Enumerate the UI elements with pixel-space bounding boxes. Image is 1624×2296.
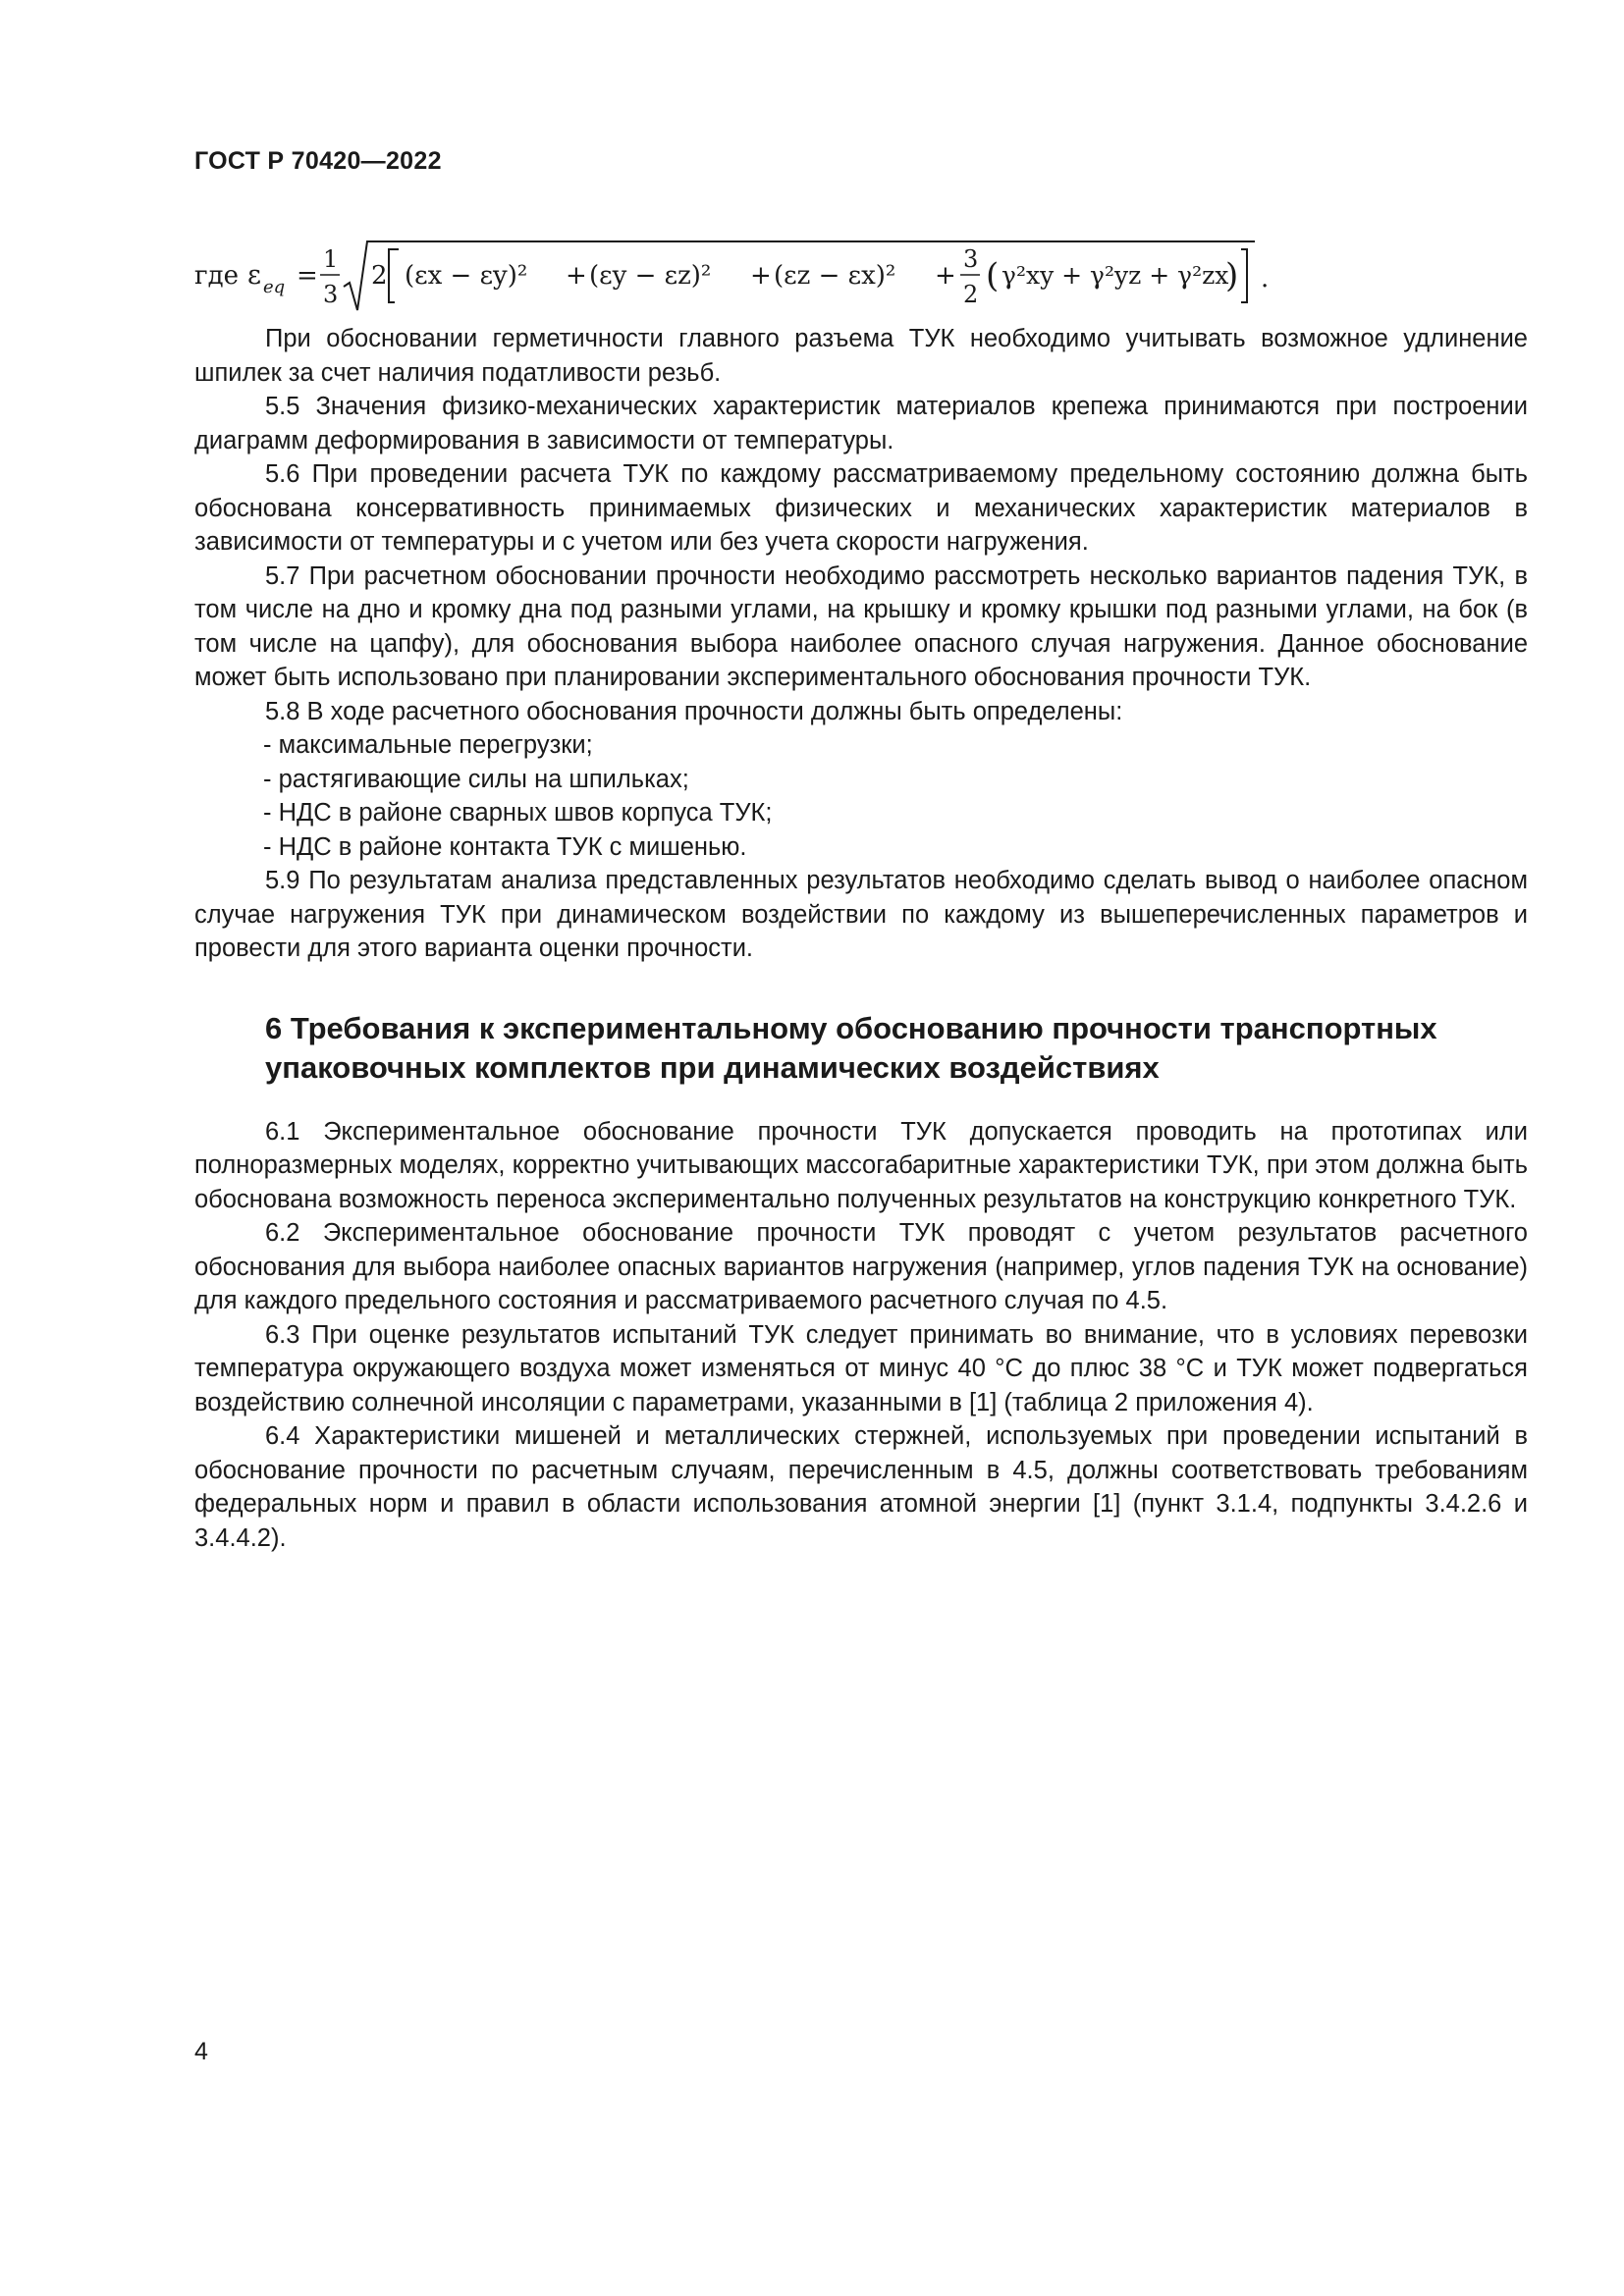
formula-shear-coef-num: 3: [963, 245, 979, 273]
formula-inner-factor: 2: [371, 261, 388, 291]
formula-coef-num: 1: [323, 245, 339, 273]
svg-text:(: (: [986, 256, 1000, 295]
document-body: [194, 322, 1528, 1555]
formula-bracket-left: [389, 249, 399, 302]
section-6-title: 6 Требования к экспериментальному обоснованию прочности транспортных упаковочных комплектов при динамических воздействиях: [265, 1010, 1437, 1085]
svg-text:+: +: [935, 261, 956, 291]
paragraph-5-7: 5.7 При расчетном обосновании прочности необходимо рассмотреть несколько вариантов падения ТУК, в том числе на дно и кромку дна под разными углами, на крышку и кромку крышки под разными углами, на бок (в том числе на цапфу), для обоснования выбора наиболее опасного случая нагружения. Данное обоснование может быть использовано при планировании экспериментального обоснования прочности ТУК.: [194, 561, 1528, 691]
formula-equals: =: [297, 261, 318, 291]
formula-lhs-sub: eq: [263, 277, 286, 297]
svg-text:+: +: [566, 261, 587, 291]
formula-lhs-symbol: ε: [247, 260, 261, 291]
paragraph-6-2: 6.2 Экспериментальное обоснование прочности ТУК проводят с учетом результатов расчетного обоснования для выбора наиболее опасных вариантов нагружения (например, углов падения ТУК на основание) для каждого предельного состояния и рассматриваемого расчетного случая по 4.5.: [194, 1219, 1528, 1314]
paragraph-6-4: 6.4 Характеристики мишеней и металлических стержней, используемых при проведении испытаний в обоснование прочности по расчетным случаям, перечисленным в 4.5, должны соответствовать требованиям федеральных норм и правил в области использования атомной энергии [1] (пункт 3.1.4, подпункты 3.4.2.6 и 3.4.4.2).: [194, 1422, 1528, 1552]
formula-shear-coef-den: 2: [963, 281, 979, 308]
formula-coef-den: 3: [323, 281, 339, 308]
paragraph-5-9: 5.9 По результатам анализа представленных результатов необходимо сделать вывод о наиболее опасном случае нагружения ТУК при динамическом воздействии по каждому из вышеперечисленных параметров и провести для этого варианта оценки прочности.: [194, 867, 1528, 962]
formula-term2: (εy − εz)²: [589, 261, 712, 291]
paragraph-5-8: 5.8 В ходе расчетного обоснования прочности должны быть определены:: [265, 697, 1123, 725]
formula-lead: где: [194, 261, 240, 291]
formula-term3: (εz − εx)²: [774, 261, 896, 291]
svg-text:): ): [1225, 256, 1239, 295]
paragraph-5-6: 5.6 При проведении расчета ТУК по каждому рассматриваемому предельному состоянию должна быть обоснована консервативность принимаемых физических и механических характеристик материалов в зависимости от температуры и с учетом или без учета скорости нагружения.: [194, 460, 1528, 556]
formula-term1: (εx − εy)²: [405, 261, 528, 291]
list-item: - НДС в районе сварных швов корпуса ТУК;: [263, 799, 773, 827]
paragraph-bolt-elongation: При обосновании герметичности главного разъема ТУК необходимо учитывать возможное удлинение шпилек за счет наличия податливости резьб.: [194, 325, 1528, 387]
document-header: ГОСТ Р 70420—2022: [194, 147, 442, 175]
equivalent-strain-formula: [194, 228, 1432, 326]
formula-end: .: [1261, 264, 1270, 294]
formula-shear-terms: γ²xy + γ²yz + γ²zx: [1001, 261, 1229, 290]
paragraph-5-5: 5.5 Значения физико-механических характеристик материалов крепежа принимаются при построении диаграмм деформирования в зависимости от температуры.: [194, 393, 1528, 454]
list-item: - НДС в районе контакта ТУК с мишенью.: [263, 832, 747, 861]
list-item: - растягивающие силы на шпильках;: [263, 765, 689, 793]
paragraph-6-1: 6.1 Экспериментальное обоснование прочности ТУК допускается проводить на прототипах или полноразмерных моделях, корректно учитывающих массогабаритные характеристики ТУК, при этом должна быть обоснована возможность переноса экспериментально полученных результатов на конструкцию конкретного ТУК.: [194, 1117, 1528, 1213]
svg-text:+: +: [750, 261, 772, 291]
page-number: 4: [194, 2038, 208, 2065]
paragraph-6-3: 6.3 При оценке результатов испытаний ТУК следует принимать во внимание, что в условиях перевозки температура окружающего воздуха может изменяться от минус 40 °С до плюс 38 °С и ТУК может подвергаться воздействию солнечной инсоляции с параметрами, указанными в [1] (таблица 2 приложения 4).: [194, 1320, 1528, 1416]
formula-bracket-right: [1241, 249, 1247, 302]
list-item: - максимальные перегрузки;: [263, 731, 593, 759]
